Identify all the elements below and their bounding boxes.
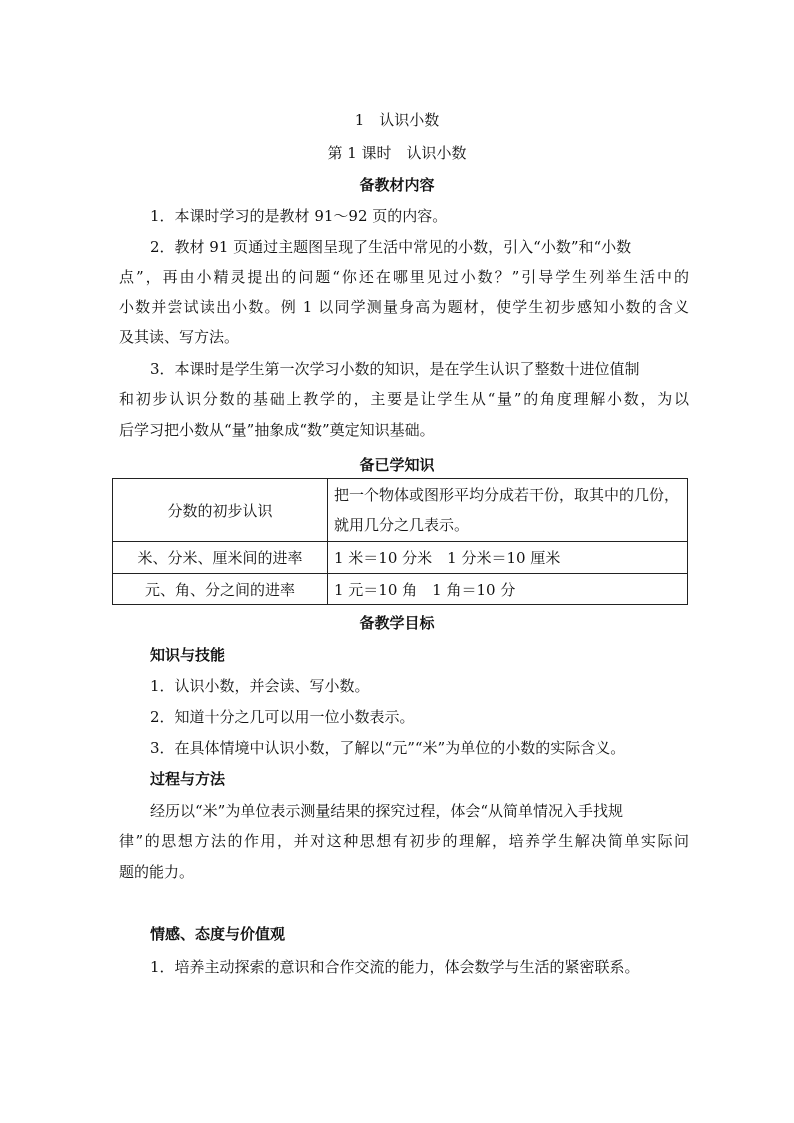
materials-paragraph-2-line-4: 及其读、写方法。 bbox=[119, 328, 240, 346]
prior-knowledge-table bbox=[112, 478, 688, 605]
materials-paragraph-3-line-2: 和初步认识分数的基础上教学的，主要是让学生从“量”的角度理解小数，为以 bbox=[119, 390, 689, 408]
table-cell-topic: 米、分米、厘米间的进率 bbox=[113, 542, 328, 574]
process-paragraph-line-1: 经历以“米”为单位表示测量结果的探究过程，体会“从简单情况入手找规 bbox=[150, 802, 624, 820]
skills-item-1: 1．认识小数，并会读、写小数。 bbox=[150, 677, 370, 695]
skills-heading: 知识与技能 bbox=[150, 646, 226, 664]
table-cell-content: 1 米＝10 分米 1 分米＝10 厘米 bbox=[328, 542, 688, 574]
materials-paragraph-2-line-3: 小数并尝试读出小数。例 1 以同学测量身高为题材，使学生初步感知小数的含义 bbox=[119, 298, 689, 316]
process-heading: 过程与方法 bbox=[150, 770, 226, 788]
table-cell-content-line: 就用几分之几表示。 bbox=[334, 516, 470, 534]
lesson-subtitle: 第 1 课时 认识小数 bbox=[327, 144, 467, 162]
table-cell-content bbox=[328, 479, 688, 542]
attitude-heading: 情感、态度与价值观 bbox=[150, 925, 286, 943]
skills-item-3: 3．在具体情境中认识小数，了解以“元”“米”为单位的小数的实际含义。 bbox=[150, 739, 626, 757]
materials-paragraph-3-line-3: 后学习把小数从“量”抽象成“数”奠定知识基础。 bbox=[119, 421, 435, 439]
materials-paragraph-3-line-1: 3．本课时是学生第一次学习小数的知识，是在学生认识了整数十进位值制 bbox=[150, 360, 640, 378]
materials-heading: 备教材内容 bbox=[359, 176, 435, 194]
knowledge-heading: 备已学知识 bbox=[359, 456, 435, 474]
table-cell-content-line: 把一个物体或图形平均分成若干份，取其中的几份， bbox=[334, 486, 680, 504]
skills-item-2: 2．知道十分之几可以用一位小数表示。 bbox=[150, 708, 415, 726]
table-row bbox=[113, 479, 688, 542]
materials-paragraph-2-line-1: 2．教材 91 页通过主题图呈现了生活中常见的小数，引入“小数”和“小数 bbox=[150, 238, 632, 256]
process-paragraph-line-3: 题的能力。 bbox=[119, 863, 195, 881]
table-cell-topic: 分数的初步认识 bbox=[113, 479, 328, 542]
attitude-item-1: 1．培养主动探索的意识和合作交流的能力，体会数学与生活的紧密联系。 bbox=[150, 958, 640, 976]
materials-paragraph-2-line-2: 点”，再由小精灵提出的问题“你还在哪里见过小数？”引导学生列举生活中的 bbox=[119, 268, 689, 286]
process-paragraph-line-2: 律”的思想方法的作用，并对这种思想有初步的理解，培养学生解决简单实际问 bbox=[119, 832, 689, 850]
materials-paragraph-1: 1．本课时学习的是教材 91～92 页的内容。 bbox=[150, 207, 448, 225]
table-row bbox=[113, 574, 688, 605]
table-cell-topic: 元、角、分之间的进率 bbox=[113, 574, 328, 605]
table-cell-content: 1 元＝10 角 1 角＝10 分 bbox=[328, 574, 688, 605]
lesson-unit-title: 1 认识小数 bbox=[354, 111, 440, 129]
table-row bbox=[113, 542, 688, 574]
goals-heading: 备教学目标 bbox=[359, 614, 435, 632]
